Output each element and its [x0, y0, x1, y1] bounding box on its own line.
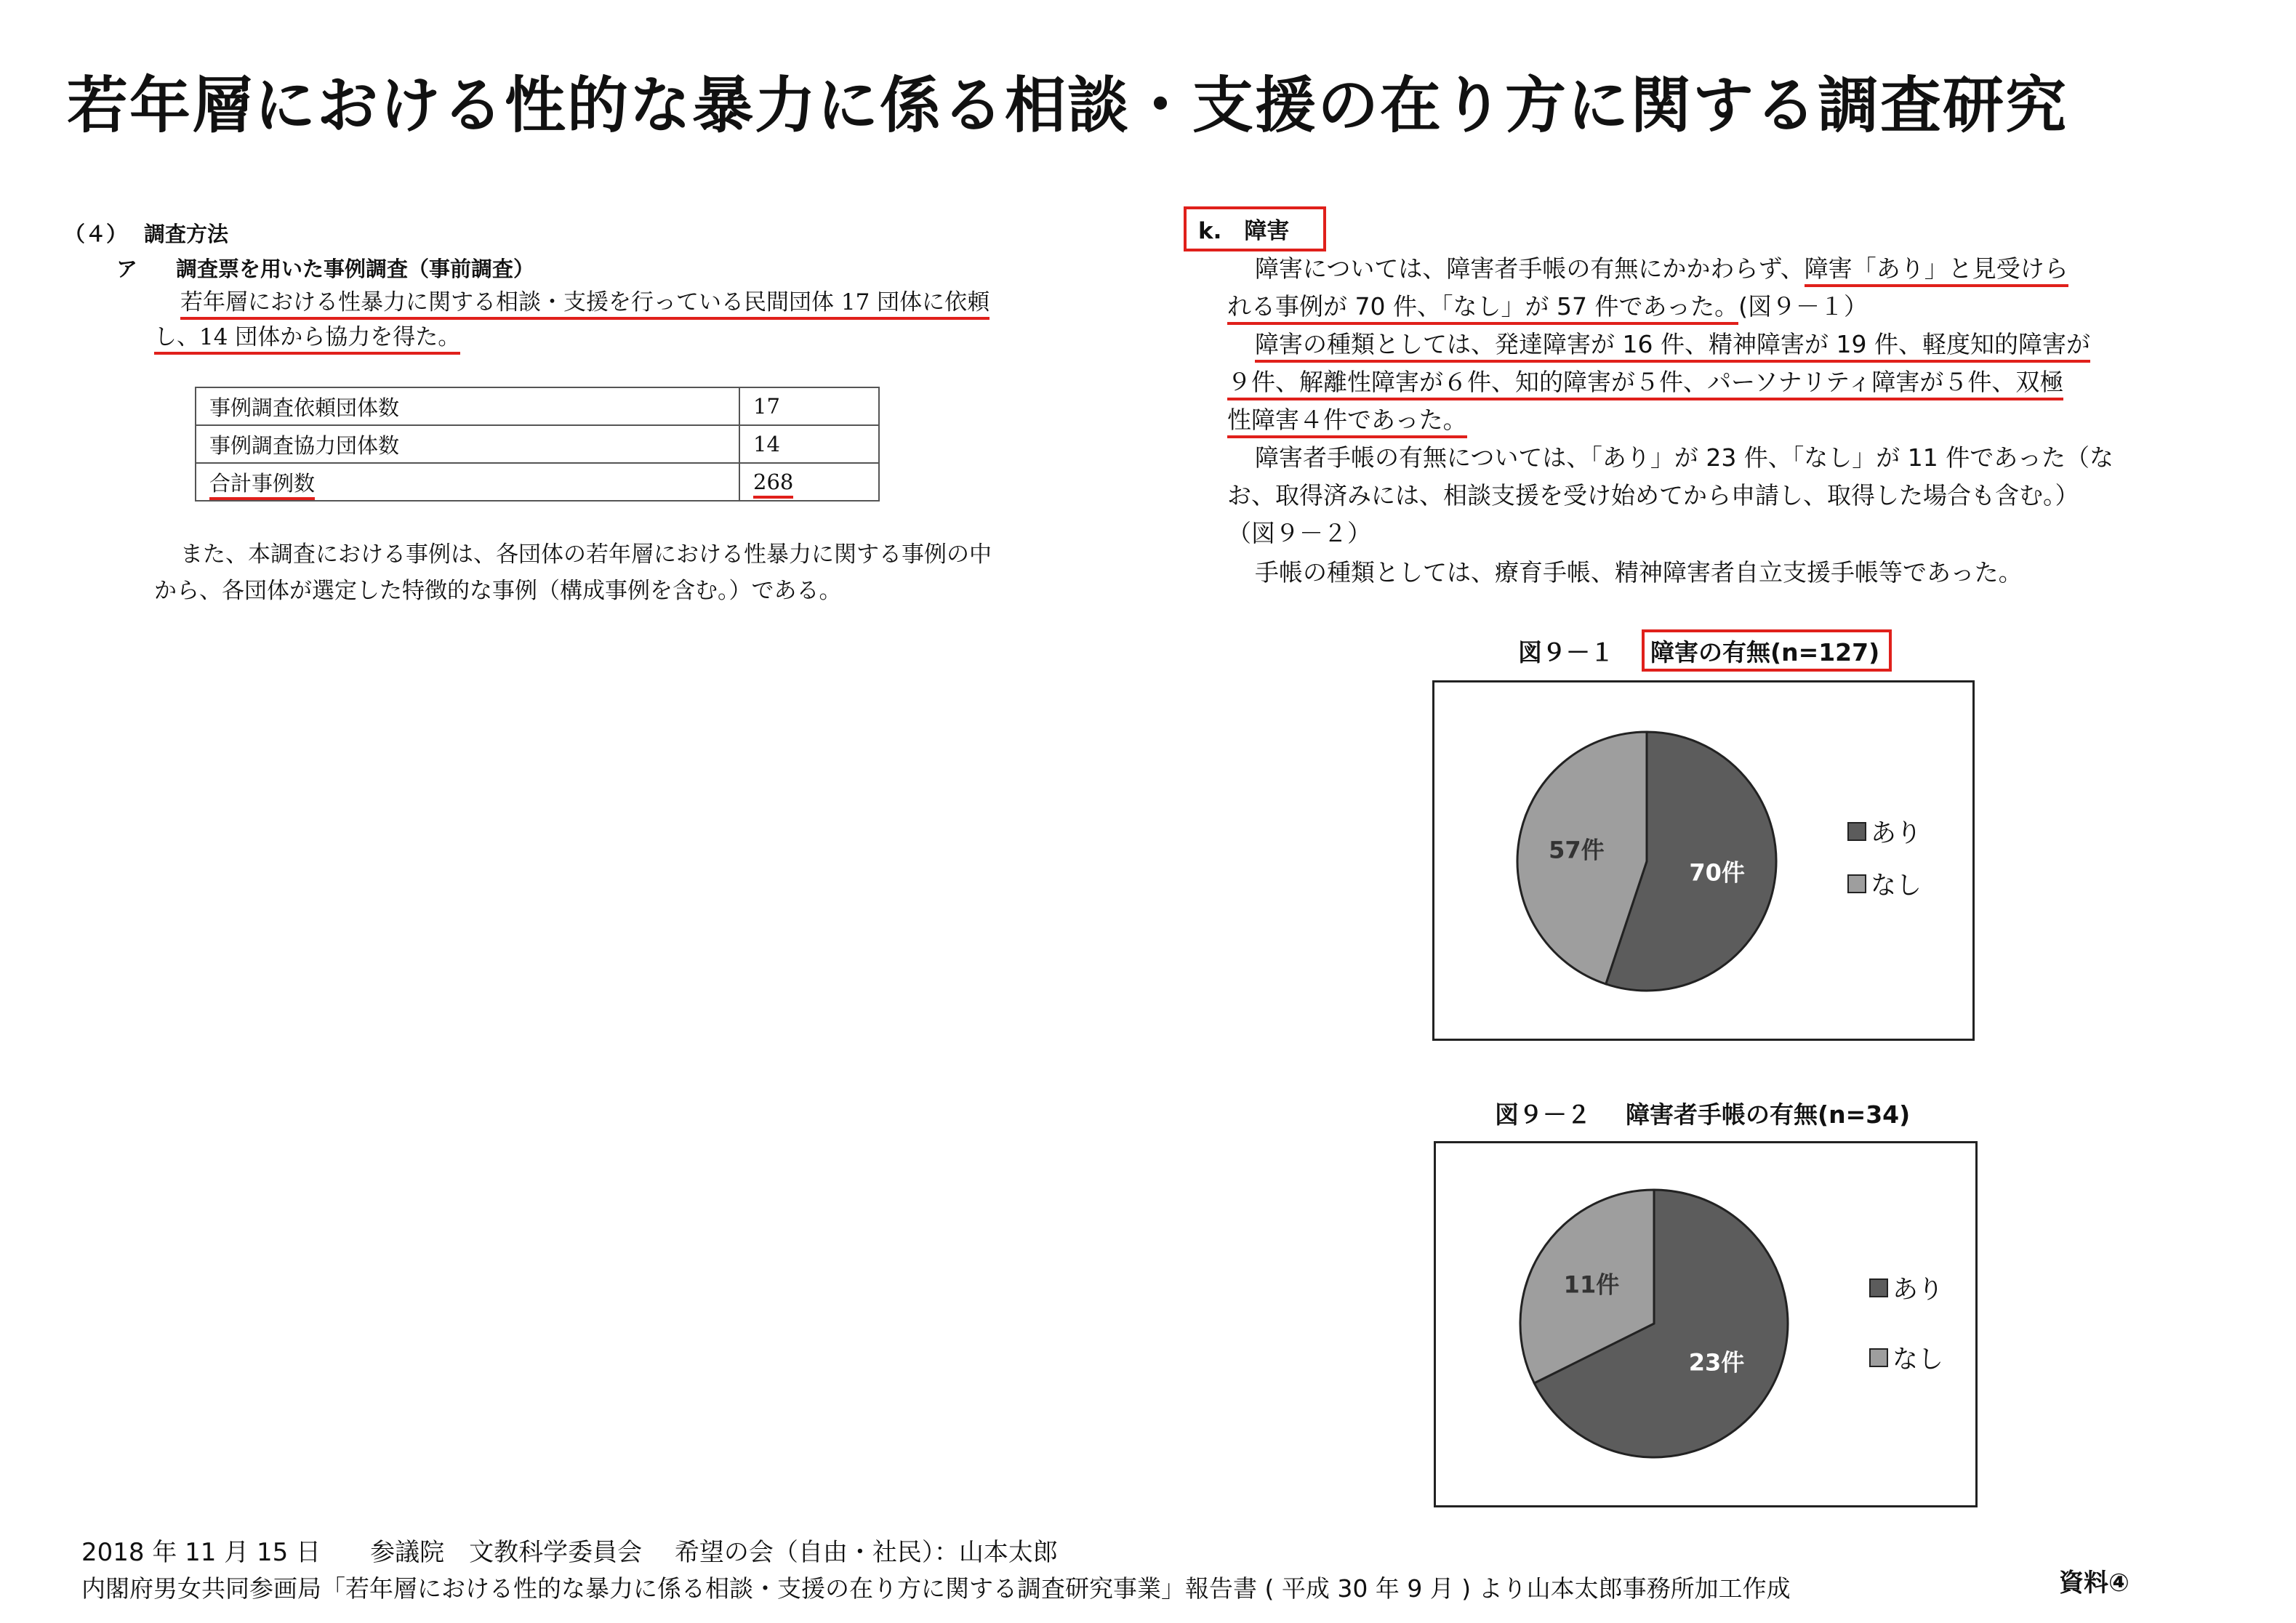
method-paragraph-line-2: し、14 団体から協力を得た。 — [154, 317, 460, 358]
table-row — [196, 387, 879, 425]
table-cell-label: 事例調査協力団体数 — [196, 425, 739, 463]
chart2-title-prefix: 図９－２ — [1495, 1100, 1591, 1129]
table-cell-label: 事例調査依頼団体数 — [196, 387, 739, 425]
disability-line-2: れる事例が 70 件、「なし」が 57 件であった。(図９－１） — [1227, 288, 1868, 326]
chart1-legend-item: なし — [1847, 866, 1922, 902]
chart2-legend-item: なし — [1869, 1340, 1943, 1376]
pie-slice-label: 70件 — [1689, 858, 1745, 887]
footer-date-line: 2018 年 11 月 15 日 参議院 文教科学委員会 希望の会（自由・社民）：山本太郎 — [81, 1538, 1058, 1567]
disability-line-5: 性障害４件であった。 — [1227, 401, 1467, 439]
table-cell-label: 合計事例数 — [196, 463, 739, 501]
table-row — [196, 463, 879, 501]
disability-line-8: （図９－２） — [1227, 519, 1371, 547]
chart1-legend-item: あり — [1847, 813, 1922, 850]
disability-line-6: 障害者手帳の有無については、「あり」が 23 件、「なし」が 11 件であった（な — [1255, 443, 2114, 472]
section-title: 調査方法 — [144, 222, 229, 246]
legend-swatch — [1847, 822, 1866, 841]
chart2-pie — [1436, 1143, 1975, 1505]
disability-line-3: 障害の種類としては、発達障害が 16 件、精神障害が 19 件、軽度知的障害が — [1255, 326, 2090, 363]
table-row — [196, 425, 879, 463]
table-cell-value: 17 — [739, 387, 879, 425]
note-paragraph-line-1: また、本調査における事例は、各団体の若年層における性暴力に関する事例の中 — [180, 541, 992, 568]
disability-line-4: ９件、解離性障害が６件、知的障害が５件、パーソナリティ障害が５件、双極 — [1227, 363, 2063, 401]
case-count-table — [195, 387, 880, 502]
chart1-title-prefix: 図９－１ — [1518, 638, 1614, 666]
subsection-number: ア — [116, 257, 138, 281]
document-badge: 資料④ — [2059, 1568, 2130, 1598]
pie-slice-label: 23件 — [1688, 1348, 1745, 1377]
chart2-legend-item: あり — [1869, 1270, 1943, 1306]
disability-heading: k. 障害 — [1198, 218, 1290, 244]
disability-line-9: 手帳の種類としては、療育手帳、精神障害者自立支援手帳等であった。 — [1255, 558, 2023, 587]
chart1-title: 障害の有無(n=127) — [1650, 638, 1880, 666]
pie-slice-label: 57件 — [1549, 836, 1605, 864]
subsection-title: 調査票を用いた事例調査（事前調査） — [176, 257, 535, 281]
legend-swatch — [1847, 874, 1866, 893]
chart2-title: 障害者手帳の有無(n=34) — [1626, 1100, 1911, 1129]
page-title: 若年層における性的な暴力に係る相談・支援の在り方に関する調査研究 — [67, 70, 2068, 141]
note-paragraph-line-2: から、各団体が選定した特徴的な事例（構成事例を含む。）である。 — [154, 578, 842, 604]
legend-swatch — [1869, 1348, 1888, 1367]
chart2-frame — [1434, 1141, 1978, 1507]
table-cell-value: 14 — [739, 425, 879, 463]
disability-line-7: お、取得済みには、相談支援を受け始めてから申請し、取得した場合も含む。） — [1227, 481, 2079, 510]
chart1-pie — [1434, 682, 1972, 1039]
section-number: （４） — [64, 222, 128, 246]
chart1-frame — [1432, 680, 1975, 1041]
method-paragraph-line-1: 若年層における性暴力に関する相談・支援を行っている民間団体 17 団体に依頼 — [180, 282, 990, 323]
table-cell-value: 268 — [739, 463, 879, 501]
disability-line-1: 障害については、障害者手帳の有無にかかわらず、障害「あり」と見受けら — [1255, 250, 2068, 288]
legend-swatch — [1869, 1278, 1888, 1297]
pie-slice-label: 11件 — [1563, 1270, 1620, 1299]
footer-source-line: 内閣府男女共同参画局「若年層における性的な暴力に係る相談・支援の在り方に関する調査研究事業」報告書 ( 平成 30 年 9 月 ) より山本太郎事務所加工作成 — [81, 1574, 1791, 1603]
